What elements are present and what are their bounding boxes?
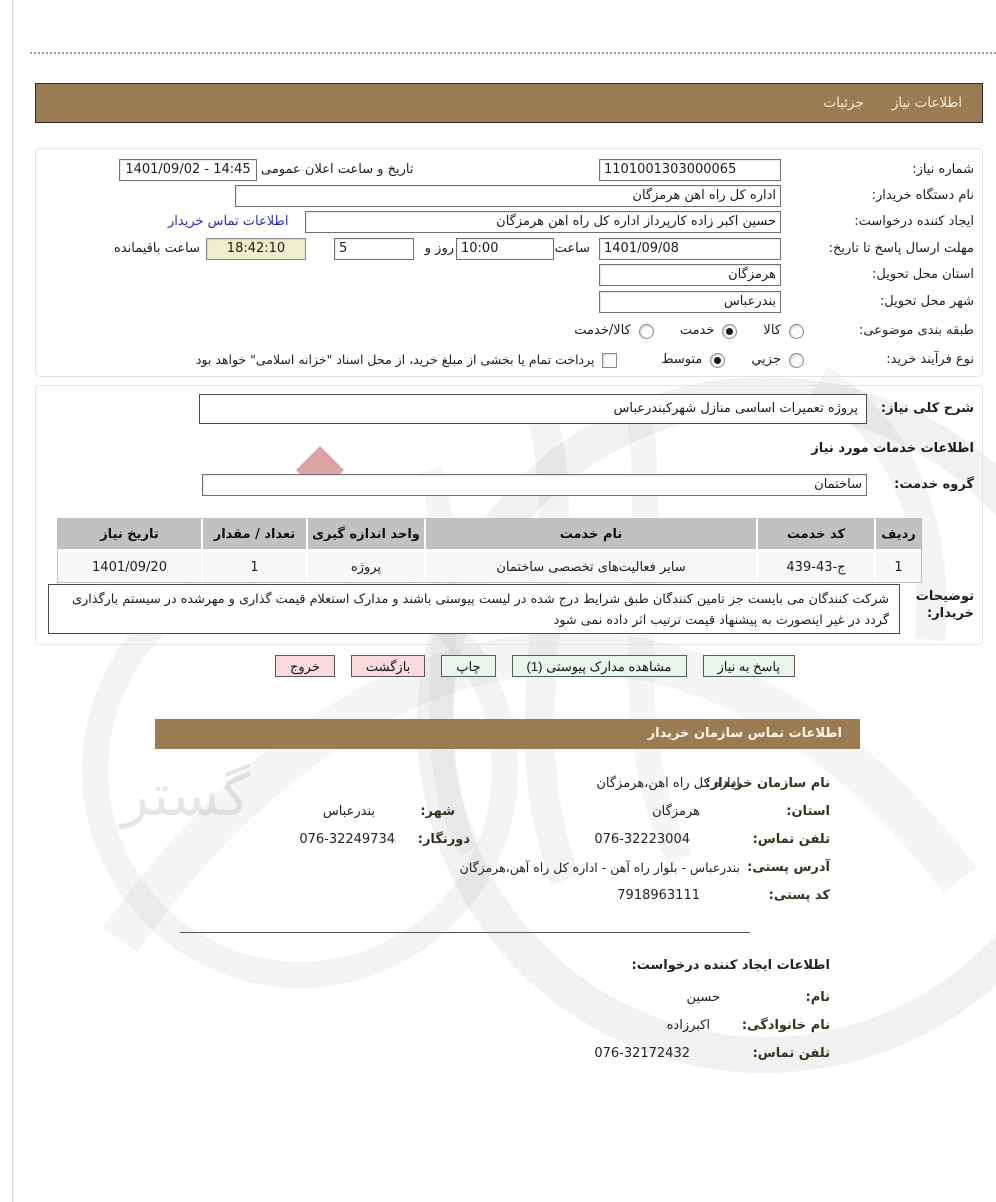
deadline-hour-label: ساعت xyxy=(554,241,590,256)
cell-row: 1 xyxy=(874,552,921,582)
col-unit: واحد اندازه گیری xyxy=(306,519,424,552)
org-province-value: هرمزگان xyxy=(652,804,700,819)
org-contact-header: اطلاعات تماس سازمان خریدار xyxy=(155,719,860,749)
section-divider xyxy=(180,932,750,933)
services-table-header-row xyxy=(58,519,921,552)
remaining-days-label: روز و xyxy=(424,241,454,256)
cell-need-date: 1401/09/20 xyxy=(58,552,201,582)
col-row: ردیف xyxy=(874,519,921,552)
view-attached-docs-button[interactable]: مشاهده مدارک پیوستی (1) xyxy=(512,655,687,677)
creator-last-name-value: اکبرزاده xyxy=(666,1018,710,1033)
service-group-field[interactable]: ساختمان xyxy=(202,474,867,496)
need-details-panel xyxy=(35,385,983,645)
need-description-field[interactable]: پروژه تعمیرات اساسی منازل شهرکبندرعباس xyxy=(199,394,867,424)
radio-minor-label: جزیي xyxy=(751,352,781,367)
org-fax-label: دورنگار: xyxy=(417,832,470,847)
org-city-label: شهر: xyxy=(420,804,455,819)
radio-medium-label: متوسط xyxy=(661,352,703,367)
respond-to-need-button[interactable]: پاسخ به نیاز xyxy=(703,655,795,677)
top-tab-bar xyxy=(35,83,983,123)
service-group-label: گروه خدمت: xyxy=(894,477,974,492)
top-dotted-separator xyxy=(30,52,996,54)
table-row xyxy=(58,552,921,582)
radio-goods-service[interactable] xyxy=(639,324,654,339)
radio-goods-service-label: کالا/خدمت xyxy=(574,323,631,338)
org-city-value: بندرعباس xyxy=(322,804,375,819)
need-number-field[interactable]: 1101001303000065 xyxy=(599,159,781,181)
delivery-city-field[interactable]: بندرعباس xyxy=(599,291,781,313)
org-fax-value: 076-32249734 xyxy=(299,832,395,847)
buyer-contact-link[interactable]: اطلاعات تماس خریدار xyxy=(168,214,289,229)
remaining-hours-label: ساعت باقیمانده xyxy=(114,241,200,256)
org-address-label: آدرس پستی: xyxy=(747,860,830,875)
org-address-value: بندرعباس - بلوار راه آهن - اداره کل راه آهن،هرمزگان xyxy=(459,860,740,875)
exit-button[interactable]: خروج xyxy=(275,655,335,677)
buyer-org-label: نام دستگاه خریدار: xyxy=(871,188,974,203)
col-qty: تعداد / مقدار xyxy=(201,519,306,552)
delivery-province-field[interactable]: هرمزگان xyxy=(599,264,781,286)
need-number-label: شماره نیاز: xyxy=(912,162,974,177)
buyer-notes-label: توضیحات خریدار: xyxy=(915,589,974,621)
reply-deadline-label: مهلت ارسال پاسخ تا تاریخ: xyxy=(828,241,974,256)
radio-goods-label: کالا xyxy=(763,323,781,338)
creator-first-name-value: حسین xyxy=(686,990,720,1005)
process-type-label: نوع فرآیند خرید: xyxy=(886,352,974,367)
delivery-city-label: شهر محل تحویل: xyxy=(879,294,974,309)
delivery-province-label: استان محل تحویل: xyxy=(872,267,974,282)
need-summary-panel xyxy=(35,148,983,377)
creator-phone-value: 076-32172432 xyxy=(594,1046,690,1061)
org-postal-label: کد پستی: xyxy=(768,888,830,903)
org-phone-label: تلفن تماس: xyxy=(752,832,830,847)
deadline-date-field[interactable]: 1401/09/08 xyxy=(599,238,781,260)
org-name-value: اداره کل راه اهن،هرمزگان xyxy=(596,776,740,791)
page-left-rule xyxy=(12,0,13,1202)
creator-info-heading: اطلاعات ایجاد کننده درخواست: xyxy=(631,958,830,973)
back-button[interactable]: بازگشت xyxy=(351,655,425,677)
treasury-checkbox[interactable] xyxy=(602,353,617,368)
cell-service-code: ج-43-439 xyxy=(756,552,874,582)
services-info-heading: اطلاعات خدمات مورد نیاز xyxy=(811,441,974,456)
radio-minor[interactable] xyxy=(789,353,804,368)
creator-phone-label: تلفن تماس: xyxy=(752,1046,830,1061)
buyer-org-field[interactable]: اداره کل راه اهن هرمزگان xyxy=(235,185,781,207)
action-buttons xyxy=(275,655,795,677)
cell-service-name: سایر فعالیت‌های تخصصی ساختمان xyxy=(424,552,756,582)
announce-datetime-label: تاریخ و ساعت اعلان عمومی xyxy=(261,162,414,177)
announce-datetime-field[interactable]: 1401/09/02 - 14:45 xyxy=(119,159,257,181)
org-province-label: استان: xyxy=(786,804,830,819)
radio-medium[interactable] xyxy=(710,353,725,368)
radio-goods[interactable] xyxy=(789,324,804,339)
radio-service-label: خدمت xyxy=(679,323,715,338)
tab-need-info[interactable]: اطلاعات نیاز xyxy=(891,95,962,111)
col-service-code: کد خدمت xyxy=(756,519,874,552)
buyer-notes-field[interactable]: شرکت کنندگان می بایست جز تامین کنندگان طبق شرایط درج شده در لیست پیوستی باشند و مدارک استعلام قیمت گذاری و مهرشده در سیستم بارگذاری گردد در غیر اینصورت به پیشنهاد قیمت ترتیب اثر داده نمی شود xyxy=(48,584,900,634)
deadline-hour-field[interactable]: 10:00 xyxy=(456,238,554,260)
creator-first-name-label: نام: xyxy=(805,990,830,1005)
request-creator-label: ایجاد کننده درخواست: xyxy=(854,214,974,229)
org-name-label: نام سازمان خریدار: xyxy=(705,776,830,791)
org-postal-value: 7918963111 xyxy=(617,888,700,903)
svg-text:گستر: گستر xyxy=(121,761,250,829)
radio-service[interactable] xyxy=(722,324,737,339)
col-need-date: تاریخ نیاز xyxy=(58,519,201,552)
services-table xyxy=(57,518,922,583)
cell-qty: 1 xyxy=(201,552,306,582)
remaining-days-field[interactable]: 5 xyxy=(334,238,414,260)
cell-unit: پروژه xyxy=(306,552,424,582)
creator-last-name-label: نام خانوادگی: xyxy=(741,1018,830,1033)
col-service-name: نام خدمت xyxy=(424,519,756,552)
need-description-label: شرح کلی نیاز: xyxy=(880,401,974,416)
tab-details[interactable]: جزئیات xyxy=(823,95,864,111)
classification-label: طبقه بندی موضوعی: xyxy=(858,323,974,338)
org-phone-value: 076-32223004 xyxy=(594,832,690,847)
request-creator-field[interactable]: حسین اکبر زاده کارپرداز اداره کل راه اهن هرمزگان xyxy=(305,211,781,233)
print-button[interactable]: چاپ xyxy=(441,655,495,677)
treasury-checkbox-label: پرداخت تمام یا بخشی از مبلغ خرید، از محل اسناد "خزانه اسلامی" خواهد بود xyxy=(195,352,595,367)
countdown-timer: 18:42:10 xyxy=(206,238,306,260)
